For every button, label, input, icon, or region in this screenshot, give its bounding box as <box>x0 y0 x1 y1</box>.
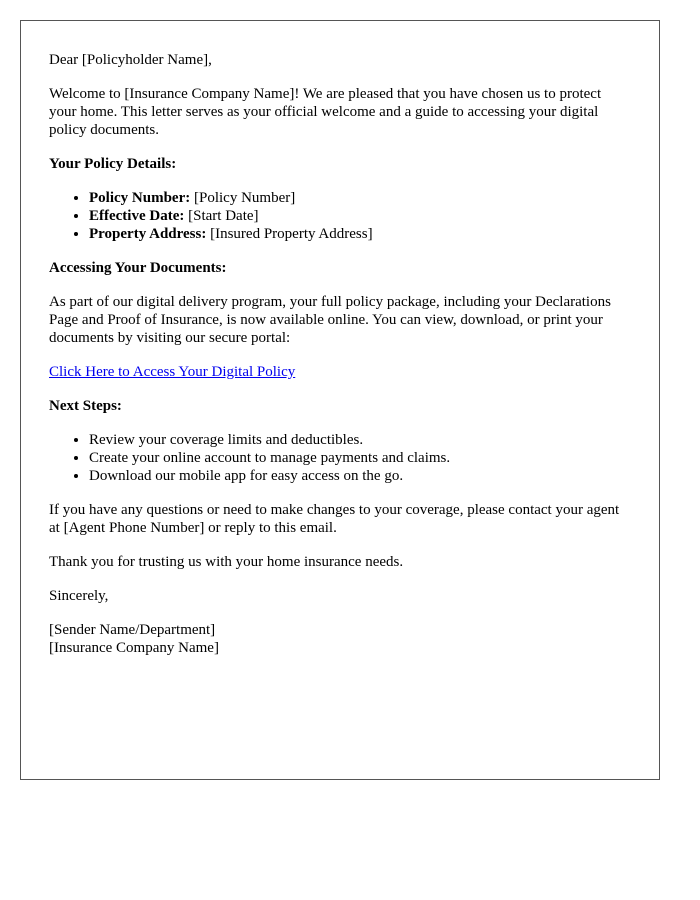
policy-number-value: [Policy Number] <box>190 190 296 206</box>
closing: Sincerely, <box>49 588 109 604</box>
signature-block <box>49 621 631 657</box>
policy-details-list <box>49 189 631 243</box>
list-item: • Download our mobile app for easy access on the go. <box>89 467 631 485</box>
intro-paragraph: Welcome to [Insurance Company Name]! We are pleased that you have chosen us to protect your home. This letter serves as your official welcome and a guide to accessing your digital policy documents. <box>49 86 602 138</box>
policy-number-label: Policy Number: <box>89 190 191 206</box>
property-address-value: [Insured Property Address] <box>206 226 373 242</box>
effective-date-label: Effective Date: <box>89 208 185 224</box>
sender-company: [Insurance Company Name] <box>49 640 219 656</box>
policy-details-heading: Your Policy Details: <box>49 156 177 172</box>
digital-policy-link[interactable]: Click Here to Access Your Digital Policy <box>49 364 296 380</box>
next-steps-list <box>49 431 631 485</box>
questions-paragraph: If you have any questions or need to make changes to your coverage, please contact your agent at [Agent Phone Number] or reply to this email. <box>49 502 620 536</box>
list-item <box>89 189 631 207</box>
letter-document <box>20 20 660 780</box>
property-address-label: Property Address: <box>89 226 207 242</box>
next-steps-heading: Next Steps: <box>49 398 122 414</box>
list-item: • Review your coverage limits and deductibles. <box>89 431 631 449</box>
list-item <box>89 225 631 243</box>
list-item <box>89 207 631 225</box>
sender-name: [Sender Name/Department] <box>49 622 216 638</box>
list-item: • Create your online account to manage payments and claims. <box>89 449 631 467</box>
effective-date-value: [Start Date] <box>184 208 259 224</box>
documents-heading: Accessing Your Documents: <box>49 260 227 276</box>
portal-link-container <box>49 363 631 381</box>
salutation: Dear [Policyholder Name], <box>49 52 212 68</box>
documents-paragraph: As part of our digital delivery program, your full policy package, including your Declarations Page and Proof of Insurance, is now available online. You can view, download, or print your documents by visiting our secure portal: <box>49 294 611 346</box>
thanks-paragraph: Thank you for trusting us with your home insurance needs. <box>49 554 404 570</box>
